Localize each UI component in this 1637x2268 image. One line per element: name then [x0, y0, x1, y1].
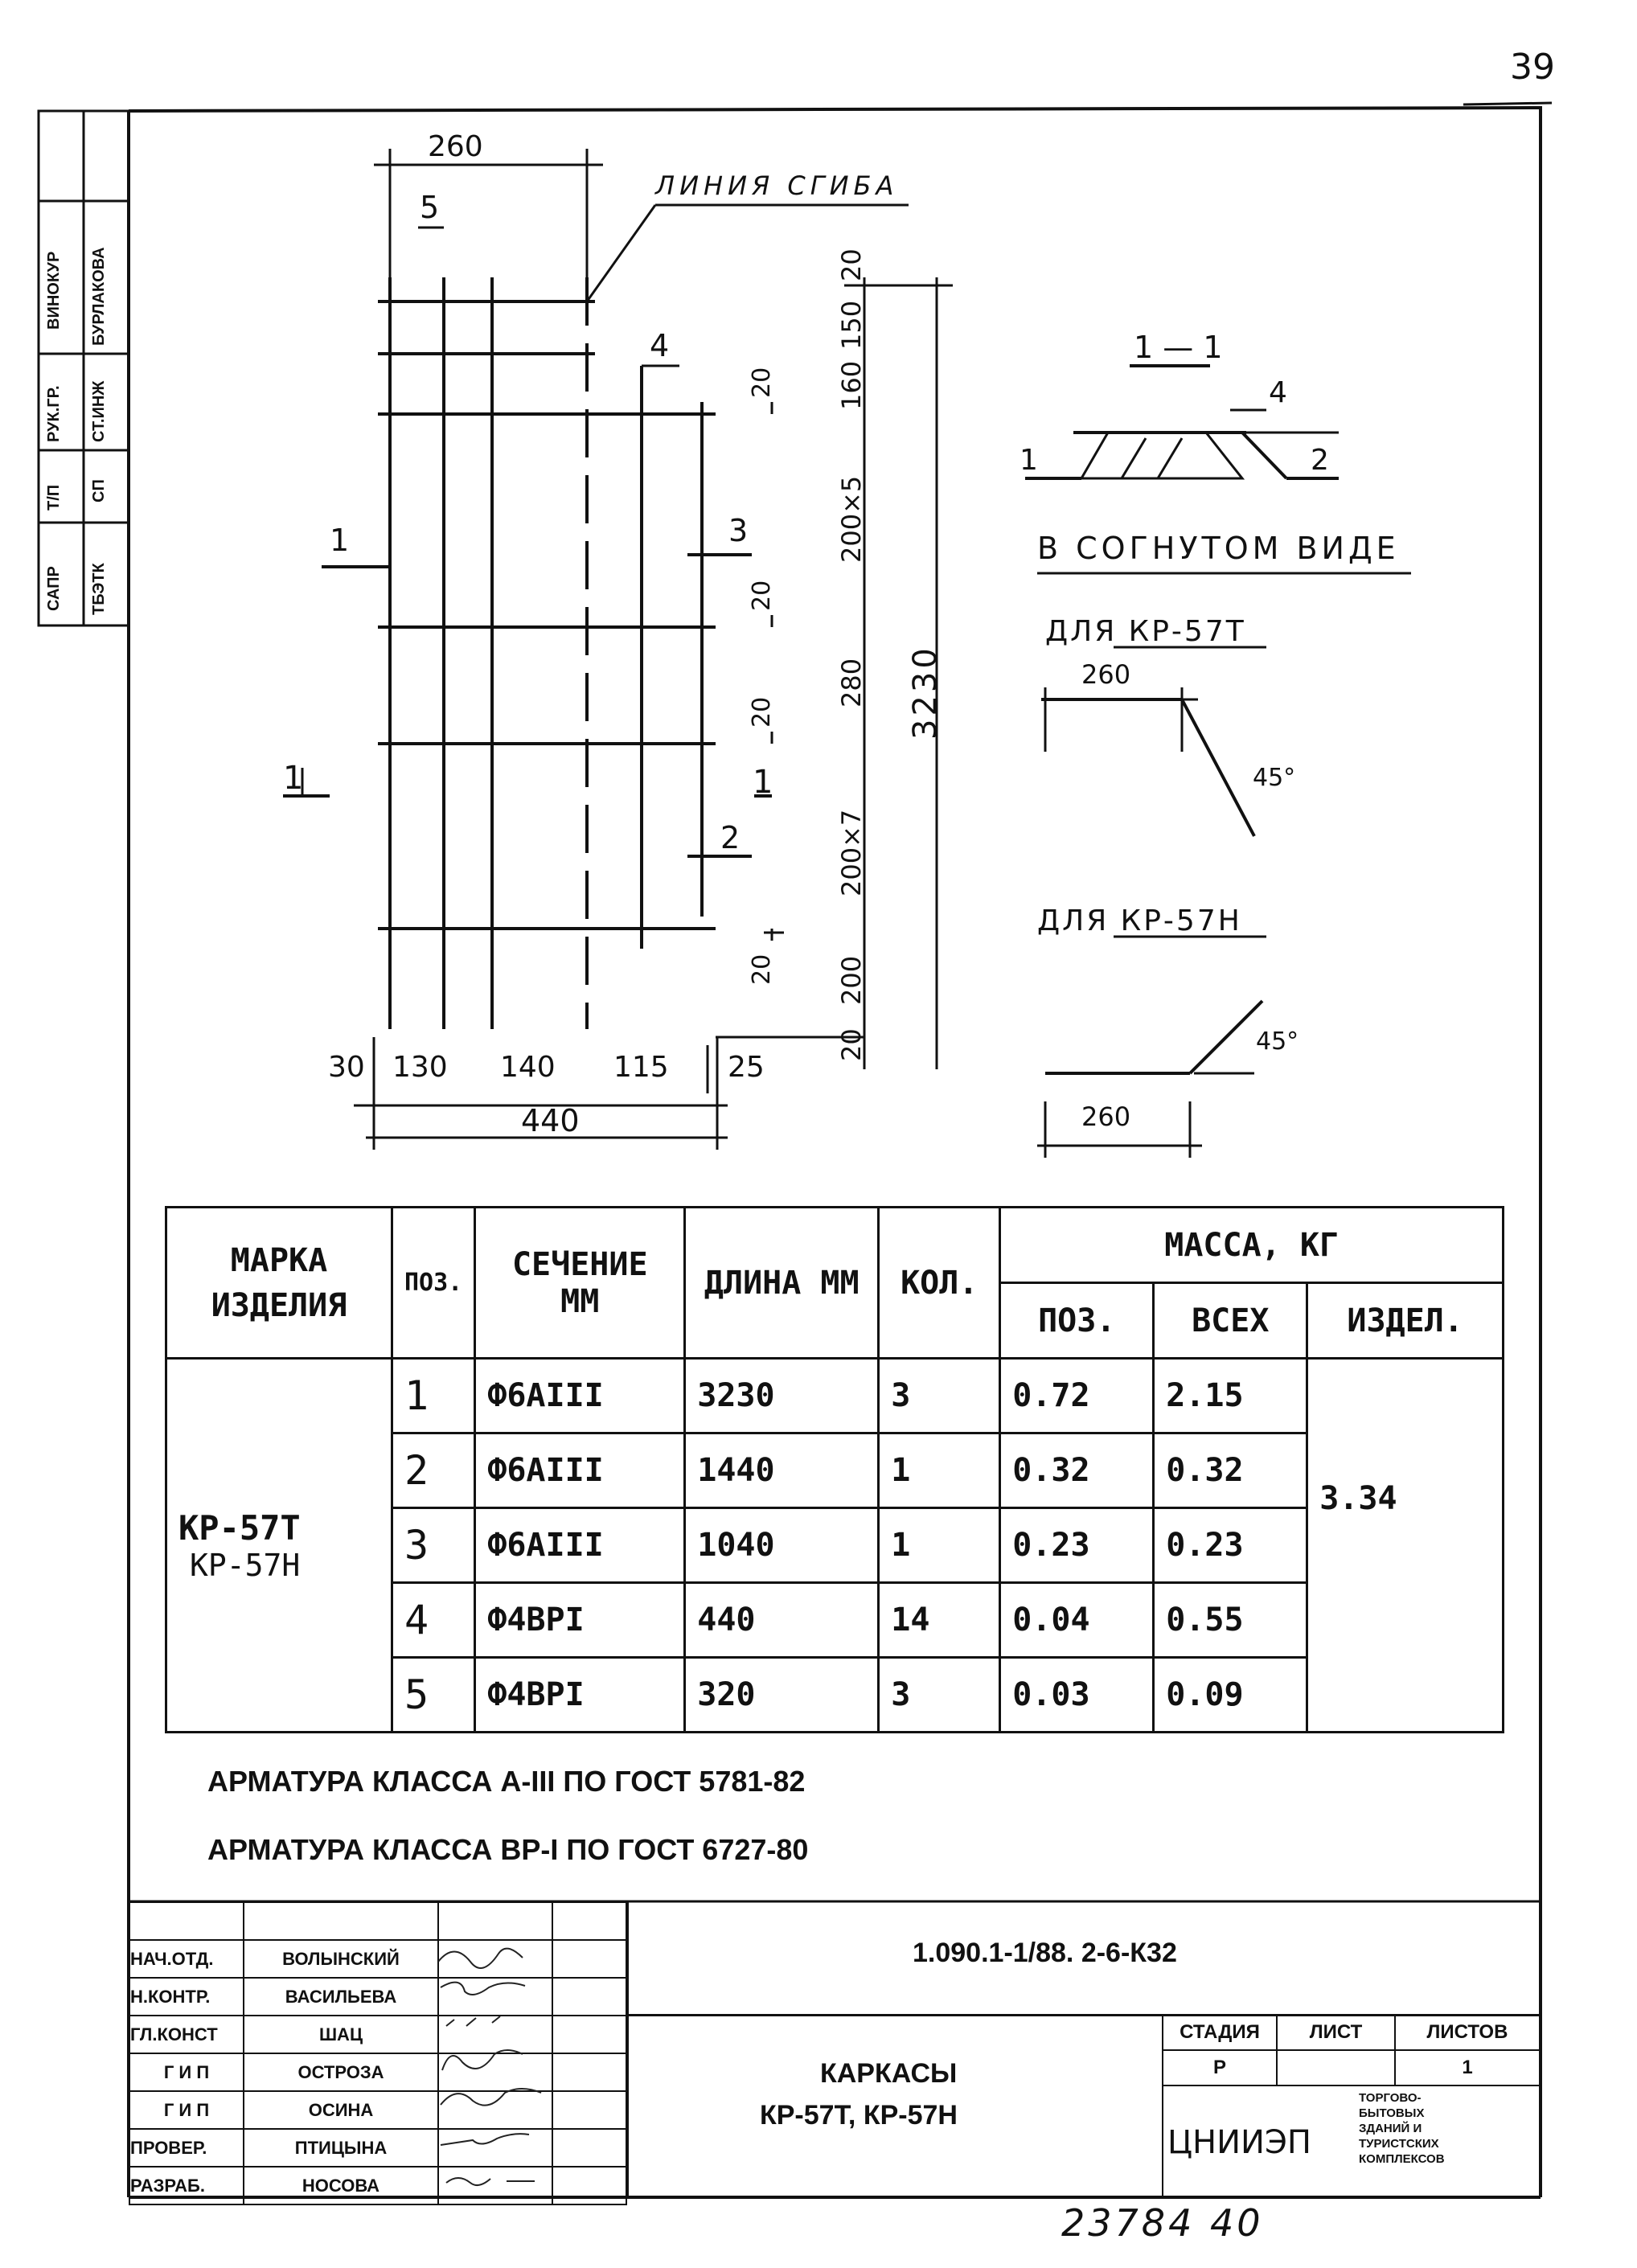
- name-4: ОСТРОЗА: [244, 2053, 438, 2091]
- row5-mass-pos: 0.03: [1000, 1658, 1154, 1733]
- row5-length: 320: [685, 1658, 879, 1733]
- signature-4: [438, 2053, 552, 2091]
- small-dim-20-b: 20: [748, 580, 776, 611]
- sheets-label: ЛИСТОВ: [1395, 2015, 1540, 2050]
- for-kp57h-label: ДЛЯ КР-57Н: [1037, 904, 1242, 937]
- section-1-1: [1025, 366, 1411, 1158]
- row3-section: Ф6АIII: [475, 1508, 685, 1583]
- pos-label-2: 2: [720, 820, 741, 855]
- row2-length: 1440: [685, 1433, 879, 1508]
- role-6: ПРОВЕР.: [129, 2129, 244, 2167]
- header-mass-all: ВСЕХ: [1154, 1283, 1307, 1359]
- header-mass-item: ИЗДЕЛ.: [1307, 1283, 1504, 1359]
- section-label-4: 4: [1269, 376, 1287, 409]
- vdim-200x7: 200×7: [836, 809, 867, 896]
- title-line-2: КР-57Т, КР-57Н: [760, 2100, 958, 2131]
- small-dim-20-a: 20: [748, 367, 776, 398]
- row1-mass-all: 2.15: [1154, 1359, 1307, 1433]
- for-kp57h-angle: 45°: [1256, 1027, 1299, 1056]
- name-1: ВОЛЫНСКИЙ: [244, 1940, 438, 1978]
- small-dim-20-d: 20: [748, 954, 776, 985]
- org-name: ЦНИИЭП: [1167, 2124, 1311, 2161]
- header-length: ДЛИНА ММ: [685, 1208, 879, 1359]
- header-pos: ПОЗ.: [392, 1208, 475, 1359]
- vdim-20-top: 20: [836, 248, 867, 281]
- header-mass-pos: ПОЗ.: [1000, 1283, 1154, 1359]
- row3-mass-all: 0.23: [1154, 1508, 1307, 1583]
- row2-section: Ф6АIII: [475, 1433, 685, 1508]
- row4-pos: 4: [392, 1583, 475, 1658]
- row4-mass-pos: 0.04: [1000, 1583, 1154, 1658]
- header-section: СЕЧЕНИЕ ММ: [475, 1208, 685, 1359]
- bottom-dim-30: 30: [328, 1051, 365, 1084]
- for-kp57t-label: ДЛЯ КР-57Т: [1045, 615, 1246, 648]
- mark-kp57h: КР-57Н: [190, 1547, 301, 1583]
- vdim-280: 280: [836, 658, 867, 707]
- bottom-dim-115: 115: [613, 1051, 669, 1084]
- role-5: Г И П: [129, 2091, 244, 2129]
- signature-2: [438, 1978, 552, 2016]
- footer-handwritten: 23784 40: [1061, 2201, 1264, 2245]
- section-mark-right: 1: [753, 764, 773, 801]
- org-desc-5: КОМПЛЕКСОВ: [1359, 2152, 1445, 2166]
- row4-section: Ф4ВРI: [475, 1583, 685, 1658]
- stamp-ruk-gr: РУК.ГР.: [45, 385, 63, 442]
- section-label-1: 1: [1020, 444, 1038, 477]
- row4-mass-all: 0.55: [1154, 1583, 1307, 1658]
- bottom-dim-140: 140: [500, 1051, 556, 1084]
- row2-qty: 1: [879, 1433, 1000, 1508]
- role-3: ГЛ.КОНСТ: [129, 2016, 244, 2053]
- stamp-burlakova: БУРЛАКОВА: [90, 247, 108, 346]
- vdim-150: 150: [836, 300, 867, 350]
- row3-qty: 1: [879, 1508, 1000, 1583]
- pos-label-4: 4: [650, 328, 670, 363]
- row1-pos: 1: [392, 1359, 475, 1433]
- row4-length: 440: [685, 1583, 879, 1658]
- bottom-dim-130: 130: [392, 1051, 448, 1084]
- header-mass: МАССА, КГ: [1000, 1208, 1504, 1283]
- stage-value: Р: [1163, 2050, 1277, 2085]
- row1-section: Ф6АIII: [475, 1359, 685, 1433]
- org-desc-3: ЗДАНИЙ И: [1359, 2122, 1422, 2135]
- bottom-dim-25: 25: [728, 1051, 765, 1084]
- stamp-tp: Т/П: [45, 484, 63, 511]
- stamp-tbetk: ТБЭТК: [90, 563, 108, 615]
- note-bp1: АРМАТУРА КЛАССА ВР-I ПО ГОСТ 6727-80: [207, 1833, 809, 1866]
- signature-5: [438, 2091, 552, 2129]
- section-mark-left: 1: [283, 760, 304, 797]
- row5-section: Ф4ВРI: [475, 1658, 685, 1733]
- mark-kp57t: КР-57Т: [178, 1507, 301, 1548]
- vdim-160: 160: [836, 360, 867, 410]
- row1-length: 3230: [685, 1359, 879, 1433]
- row5-pos: 5: [392, 1658, 475, 1733]
- signature-7: [438, 2167, 552, 2204]
- stamp-vinokur: ВИНОКУР: [45, 251, 63, 330]
- row3-length: 1040: [685, 1508, 879, 1583]
- section-title: 1 — 1: [1134, 330, 1223, 365]
- row3-mass-pos: 0.23: [1000, 1508, 1154, 1583]
- row1-mass-pos: 0.72: [1000, 1359, 1154, 1433]
- name-3: ШАЦ: [244, 2016, 438, 2053]
- pos-label-1: 1: [330, 523, 350, 558]
- sheets-value: 1: [1395, 2050, 1540, 2085]
- mark-cell: [166, 1359, 392, 1733]
- row5-qty: 3: [879, 1658, 1000, 1733]
- signature-1: [438, 1940, 552, 1978]
- name-2: ВАСИЛЬЕВА: [244, 1978, 438, 2016]
- section-label-2: 2: [1311, 444, 1329, 477]
- signature-6: [438, 2129, 552, 2167]
- page-number: 39: [1510, 47, 1555, 88]
- for-kp57h-dim: 260: [1081, 1101, 1131, 1132]
- role-4: Г И П: [129, 2053, 244, 2091]
- row2-mass-pos: 0.32: [1000, 1433, 1154, 1508]
- for-kp57t-dim: 260: [1081, 659, 1131, 690]
- vdim-200: 200: [836, 955, 867, 1005]
- for-kp57t-angle: 45°: [1253, 764, 1296, 792]
- row3-pos: 3: [392, 1508, 475, 1583]
- org-desc-4: ТУРИСТСКИХ: [1359, 2137, 1439, 2151]
- dim-top-260: 260: [428, 130, 483, 163]
- stamp-sapr: САПР: [45, 566, 63, 611]
- role-7: РАЗРАБ.: [129, 2167, 244, 2204]
- bent-view-title: В СОГНУТОМ ВИДЕ: [1037, 531, 1400, 566]
- name-7: НОСОВА: [244, 2167, 438, 2204]
- header-qty: КОЛ.: [879, 1208, 1000, 1359]
- role-1: НАЧ.ОТД.: [129, 1940, 244, 1978]
- row2-pos: 2: [392, 1433, 475, 1508]
- org-desc-2: БЫТОВЫХ: [1359, 2106, 1425, 2120]
- item-mass: 3.34: [1307, 1359, 1504, 1733]
- pos-label-3: 3: [728, 513, 749, 548]
- row2-mass-all: 0.32: [1154, 1433, 1307, 1508]
- signature-3: [438, 2016, 552, 2053]
- org-desc-1: ТОРГОВО-: [1359, 2091, 1422, 2105]
- sheet-value: [1277, 2050, 1395, 2085]
- pos-label-5: 5: [420, 190, 440, 225]
- small-dim-20-c: 20: [748, 696, 776, 728]
- row5-mass-all: 0.09: [1154, 1658, 1307, 1733]
- row1-qty: 3: [879, 1359, 1000, 1433]
- note-a3: АРМАТУРА КЛАССА А-III ПО ГОСТ 5781-82: [207, 1765, 806, 1798]
- stage-table: [1162, 2014, 1541, 2086]
- row4-qty: 14: [879, 1583, 1000, 1658]
- doc-code: 1.090.1-1/88. 2-6-К32: [913, 1938, 1177, 1968]
- role-2: Н.КОНТР.: [129, 1978, 244, 2016]
- bend-line-label: ЛИНИЯ СГИБА: [655, 170, 899, 201]
- stamp-sp: СП: [90, 479, 108, 502]
- spec-table: [165, 1206, 1504, 1733]
- title-block-signatures: [129, 1901, 627, 2205]
- name-6: ПТИЦЫНА: [244, 2129, 438, 2167]
- stamp-st-inzh: СТ.ИНЖ: [90, 380, 108, 442]
- sheet-label: ЛИСТ: [1277, 2015, 1395, 2050]
- title-line-1: КАРКАСЫ: [820, 2058, 958, 2089]
- overall-width-440: 440: [521, 1103, 580, 1138]
- name-5: ОСИНА: [244, 2091, 438, 2129]
- header-mark: МАРКА ИЗДЕЛИЯ: [166, 1208, 392, 1359]
- vdim-200x5: 200×5: [836, 475, 867, 563]
- vdim-20-bottom: 20: [836, 1028, 867, 1061]
- org-description: [1359, 2090, 1445, 2167]
- stage-label: СТАДИЯ: [1163, 2015, 1277, 2050]
- overall-height-3230: 3230: [907, 645, 944, 740]
